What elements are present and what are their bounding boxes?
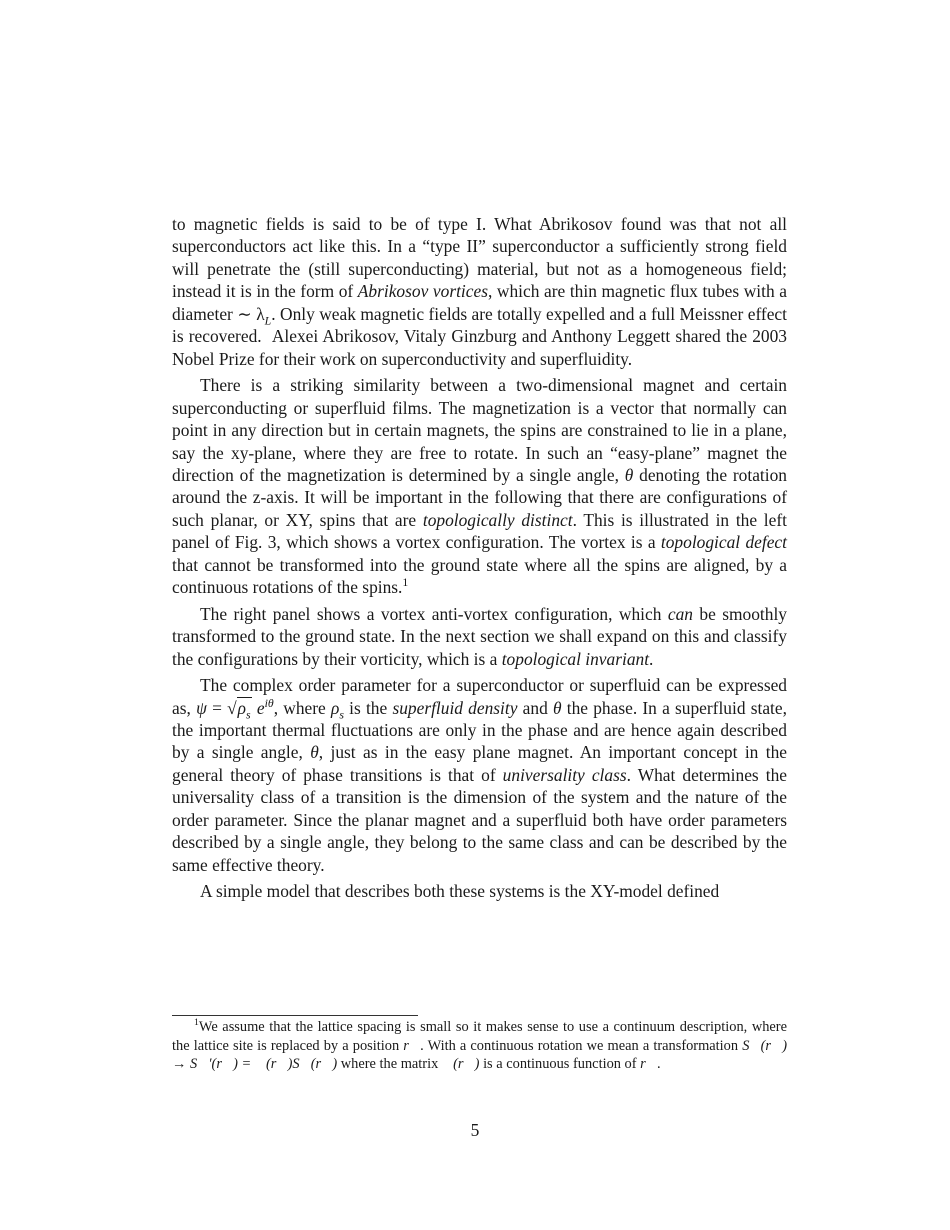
superfluid-density-term: superfluid density xyxy=(392,697,518,718)
exp-base: e xyxy=(256,697,265,718)
theta-symbol-3: θ xyxy=(310,742,319,763)
paragraph-4-text-b: , where xyxy=(273,697,326,718)
paragraph-2-text-b: denoting the rotation around the z-axis. It will be important in the following that there are configurations of such planar, or XY, spins that are xyxy=(172,464,787,530)
paragraph-5 xyxy=(172,880,787,902)
paragraph-4-text-e: the phase. In a superfluid state, the important thermal fluctuations are only in the phase and are hence again described by a single angle, xyxy=(172,697,787,763)
paragraph-3 xyxy=(172,603,787,670)
exp-power: iθ xyxy=(264,695,274,710)
page-number: 5 xyxy=(470,1120,480,1140)
equals-sign: = xyxy=(212,697,222,718)
paragraph-1-text: to magnetic fields is said to be of type I. What Abrikosov found was that not all superconductors act like this. In a “type II” superconductor a sufficiently strong field will penetrate the (still superconducting) material, but not as a homogeneous field; instead it is in the form of xyxy=(172,214,787,302)
topologically-distinct-term: topologically distinct xyxy=(422,509,573,530)
rotation-matrix: ℛ(r⃗) xyxy=(441,1056,480,1073)
rho-subscript-2: s xyxy=(339,706,344,721)
paragraph-5-text: A simple model that describes both these systems is the XY-model defined xyxy=(200,881,720,902)
sqrt-rho-s: $√\rho_s$ xyxy=(227,697,251,721)
abrikosov-vortices-term: Abrikosov vortices xyxy=(357,281,488,302)
psi-symbol: ψ xyxy=(196,697,207,718)
footnote-divider xyxy=(172,1015,418,1016)
position-vector-2: r⃗ xyxy=(640,1056,657,1073)
paragraph-3-text-b: be smoothly transformed to the ground state. In the next section we shall expand on this and classify the configurations by their vorticity, which is a xyxy=(172,603,787,669)
paragraph-2-text-d: that cannot be transformed into the ground state where all the spins are aligned, by a continuous rotations of the spins. xyxy=(172,554,787,598)
can-emphasis: can xyxy=(667,603,693,624)
topological-invariant-term: topological invariant xyxy=(501,648,650,669)
rho-symbol-2: ρ xyxy=(330,697,340,718)
footnote-text-b: . With a continuous rotation we mean a transformation xyxy=(420,1037,739,1054)
footnote-marker[interactable]: 1 xyxy=(402,575,409,590)
footnote-text-a: We assume that the lattice spacing is small so it makes sense to use a continuum description, where the lattice site is replaced by a position xyxy=(172,1019,787,1054)
paragraph-1-text-c: . Only weak magnetic fields are totally expelled and a full Meissner effect is recovered. Alexei Abrikosov, Vitaly Ginzburg and Anthony Leggett shared the 2003 Nobel Prize for their work on superconductivity and superfluidity. xyxy=(172,303,787,369)
rho-symbol: ρ xyxy=(237,697,247,718)
lambda-subscript: L xyxy=(264,313,272,328)
paragraph-4-text-d: and xyxy=(522,697,548,718)
theta-symbol: θ xyxy=(624,464,634,485)
paragraph-4-text: The complex order parameter for a superconductor or superfluid can be expressed as, xyxy=(172,675,787,718)
main-text xyxy=(172,213,787,903)
topological-defect-term: topological defect xyxy=(660,532,787,553)
rotation-formula: S⃗(r⃗) → S⃗′(r⃗) = ℛ(r⃗)S⃗(r⃗) xyxy=(172,1037,787,1073)
footnote-text-e: . xyxy=(656,1056,661,1073)
paragraph-2 xyxy=(172,374,787,599)
theta-symbol-2: θ xyxy=(553,697,562,718)
paragraph-2-text: There is a striking similarity between a two-dimensional magnet and certain superconducting or superfluid films. The magnetization is a vector that normally can point in any direction but in certain magnets, the spins are constrained to lie in a plane, say the xy-plane, where they are free to rotate. In such an “easy-plane” magnet the direction of the magnetization is determined by a single angle, xyxy=(172,375,787,485)
footnote-text-d: is a continuous function of xyxy=(483,1056,637,1073)
paragraph-1 xyxy=(172,213,787,370)
universality-class-term: universality class xyxy=(502,764,627,785)
position-vector: r⃗ xyxy=(403,1037,421,1054)
paragraph-4-text-c: is the xyxy=(349,697,388,718)
paragraph-1-text-b: , which are thin magnetic flux tubes with a diameter ∼ λ xyxy=(172,281,787,324)
rho-subscript: s xyxy=(246,706,251,721)
paragraph-4-text-f: , just as in the easy plane magnet. An important concept in the general theory of phase transitions is that of xyxy=(172,742,787,785)
paragraph-4 xyxy=(172,674,787,876)
paragraph-2-text-c: . This is illustrated in the left panel of Fig. 3, which shows a vortex configuration. The vortex is a xyxy=(172,509,787,553)
paragraph-3-text: The right panel shows a vortex anti-vortex configuration, which xyxy=(200,603,662,624)
footnote-text-c: where the matrix xyxy=(340,1056,439,1073)
paragraph-3-text-c: . xyxy=(649,648,654,669)
paragraph-4-text-g: . What determines the universality class of a transition is the dimension of the system and the nature of the order parameter. Since the planar magnet and a superfluid both have order parameters described by a single angle, they belong to the same class and can be described by the same effective theory. xyxy=(172,764,787,875)
footnote xyxy=(172,1018,787,1074)
footnote-mark: 1 xyxy=(194,1017,199,1029)
